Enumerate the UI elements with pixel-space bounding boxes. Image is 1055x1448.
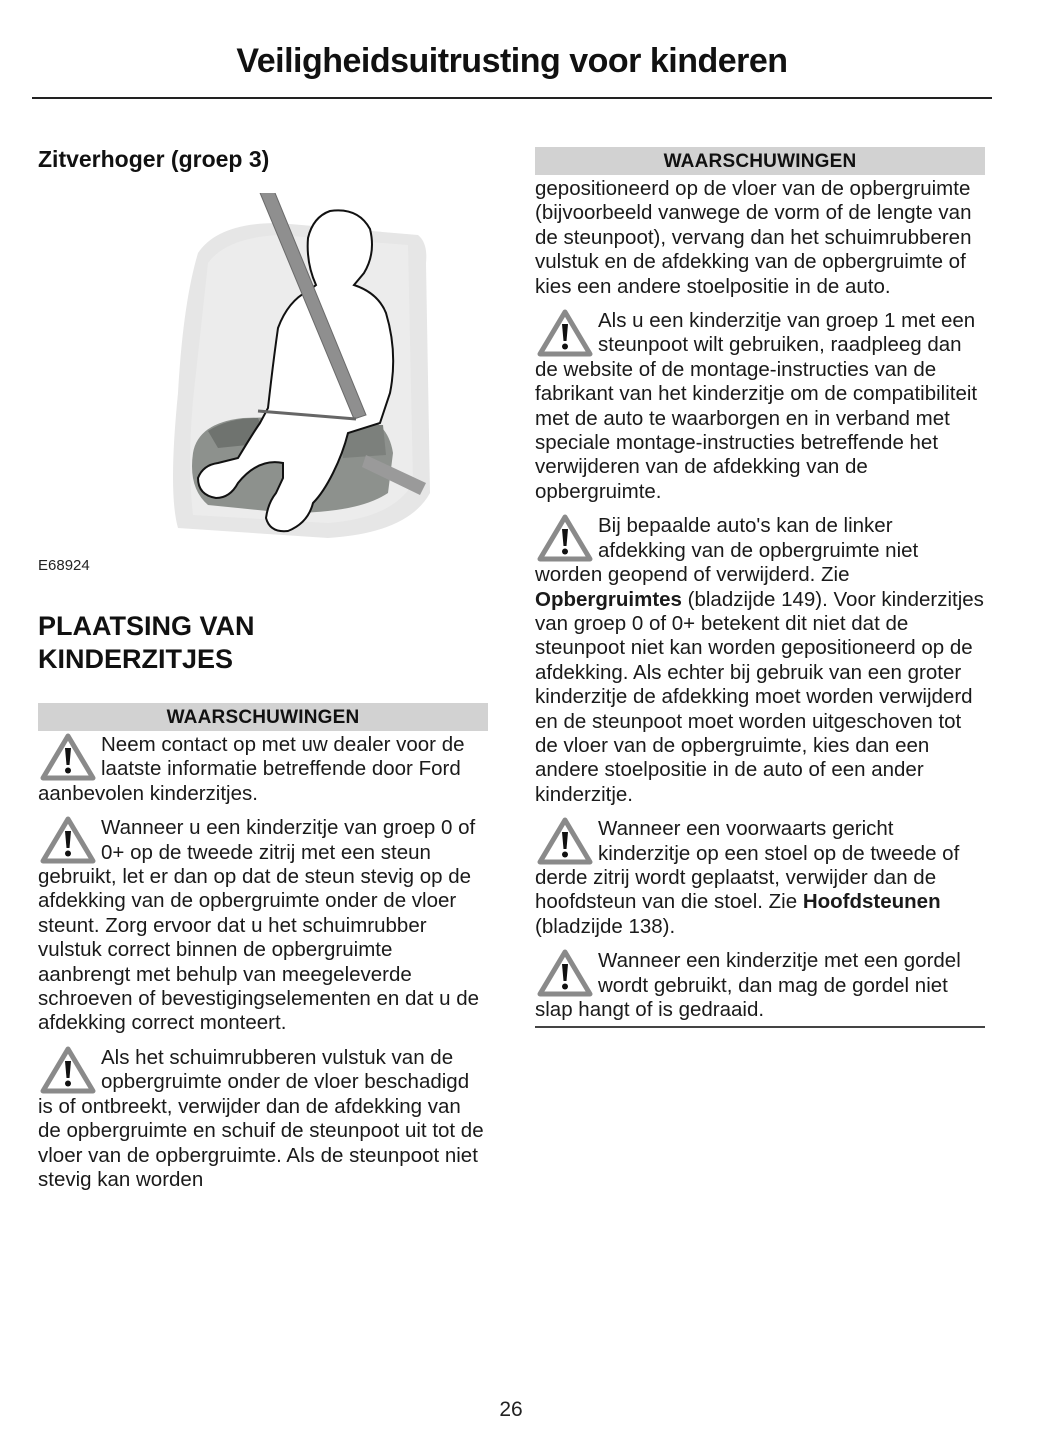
warning-triangle-icon bbox=[40, 1046, 96, 1094]
warning-item bbox=[535, 949, 985, 1022]
warning-item bbox=[38, 733, 488, 806]
warning-text: Als het schuimrubberen vulstuk van de opbergruimte onder de vloer beschadigd is of ontbreekt, verwijder dan de afdekking van de opbergruimte en schuif de steunpoot uit tot de vloer van de opbergruimte. Als de steunpoot niet stevig kan worden bbox=[38, 1045, 484, 1191]
booster-seat-subheading: Zitverhoger (groep 3) bbox=[38, 146, 270, 172]
warning-text: Wanneer een kinderzitje met een gordel wordt gebruikt, dan mag de gordel niet slap hangt of is gedraaid. bbox=[535, 949, 961, 1021]
section-heading bbox=[38, 610, 488, 676]
section-heading-line-1: PLAATSING VAN bbox=[38, 611, 255, 641]
warning-triangle-icon bbox=[537, 949, 593, 997]
warning-text-after: (bladzijde 149). Voor kinderzitjes van groep 0 of 0+ betekent dit niet dat de steunpoot niet kan worden gepositioneerd op de afdekking. Als echter bij gebruik van een groter kinderzitje de afdekking moet worden verwijderd en de steunpoot moet worden uitgeschoven tot de vloer van de opbergruimte, kies dan een andere stoelpositie in de auto of een ander kinderzitje. bbox=[535, 587, 984, 806]
warning-triangle-icon bbox=[537, 817, 593, 865]
warning-text-after: (bladzijde 138). bbox=[535, 914, 676, 938]
left-column bbox=[38, 140, 488, 1192]
warning-text-before: Bij bepaalde auto's kan de linker afdekking van de opbergruimte niet worden geopend of verwijderd. Zie bbox=[535, 514, 919, 587]
warning-text: Als u een kinderzitje van groep 1 met een steunpoot wilt gebruiken, raadpleeg dan de website of de montage-instructies van de fabrikant van het kinderzitje om de compatibiliteit met de auto te waarborgen en in verband met speciale montage-instructies betreffende het verwijderen van de afdekking van de opbergruimte. bbox=[535, 309, 978, 503]
booster-seat-illustration bbox=[108, 193, 458, 543]
child-on-booster-seat-image bbox=[108, 193, 458, 543]
figure-id: E68924 bbox=[38, 557, 90, 574]
cross-reference-link-hoofdsteunen[interactable]: Hoofdsteunen bbox=[802, 890, 941, 914]
warnings-bar: WAARSCHUWINGEN bbox=[535, 147, 985, 175]
section-heading-line-2: KINDERZITJES bbox=[38, 644, 234, 674]
warning-text: Neem contact op met uw dealer voor de laatste informatie betreffende door Ford aanbevolen kinderzitjes. bbox=[38, 733, 465, 805]
warning-triangle-icon bbox=[40, 816, 96, 864]
page-number: 26 bbox=[499, 1398, 523, 1421]
warning-item bbox=[535, 309, 985, 504]
warning-continuation-text: gepositioneerd op de vloer van de opbergruimte (bijvoorbeeld vanwege de vorm of de lengte van de steunpoot), vervang dan het schuimrubberen vulstuk en de afdekking van de opbergruimte of kies een andere stoelpositie in de auto. bbox=[535, 177, 972, 298]
warning-item bbox=[38, 1046, 488, 1192]
warnings-end-divider bbox=[535, 1026, 985, 1028]
warning-text-before: Wanneer een voorwaarts gericht kinderzitje op een stoel op de tweede of derde zitrij wordt geplaatst, verwijder dan de hoofdsteun van die stoel. Zie bbox=[535, 817, 960, 914]
warning-triangle-icon bbox=[537, 514, 593, 562]
warning-triangle-icon bbox=[537, 309, 593, 357]
warnings-bar: WAARSCHUWINGEN bbox=[38, 703, 488, 731]
page-title: Veiligheidsuitrusting voor kinderen bbox=[236, 42, 788, 80]
warning-triangle-icon bbox=[40, 733, 96, 781]
cross-reference-link-opbergruimtes[interactable]: Opbergruimtes bbox=[535, 587, 682, 611]
warning-text: Wanneer u een kinderzitje van groep 0 of 0+ op de tweede zitrij met een steun gebruikt, let er dan op dat de steun stevig op de afdekking van de opbergruimte onder de vloer steunt. Zorg ervoor dat u het schuimrubber vulstuk correct binnen de opbergruimte aanbrengt met behulp van meegeleverde schroeven of bevestigingselementen en dat u de afdekking correct monteert. bbox=[38, 816, 480, 1035]
warning-item bbox=[535, 514, 985, 807]
warning-text bbox=[535, 514, 985, 807]
title-divider bbox=[32, 97, 992, 99]
warning-item bbox=[38, 816, 488, 1036]
right-column bbox=[535, 140, 985, 1028]
warning-item bbox=[535, 817, 985, 939]
warning-text bbox=[535, 817, 985, 939]
